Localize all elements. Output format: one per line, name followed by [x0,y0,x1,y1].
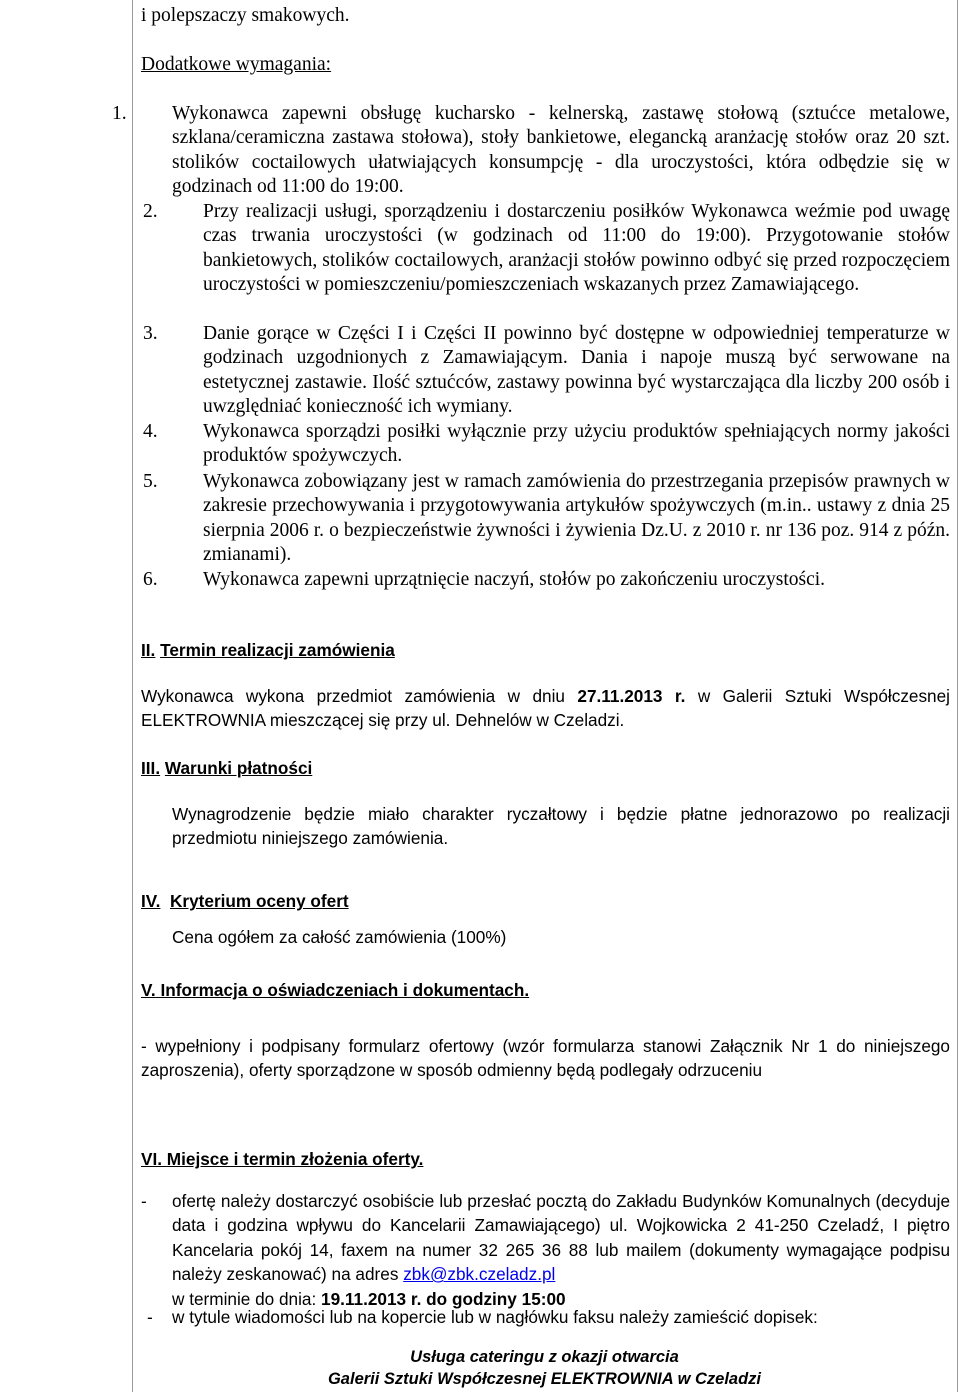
section-2-text: Wykonawca wykona przedmiot zamówienia w dniu 27.11.2013 r. w Galerii Sztuki Współczesnej ELEKTROWNIA mieszczącej się przy ul. Dehnelów w Czeladzi. [141,686,950,731]
requirement-item-3: 3. Danie gorące w Części I i Części II powinno być dostępne w odpowiedniej temperaturze w godzinach uzgodnionych z Zamawiającym. Dania i napoje muszą być serwowane na estetycznej zastawie. Ilość sztućców, zastawy powinna być wystarczająca dla liczby 200 osób i uwzględniać konieczność ich wymiany. [143,323,950,418]
required-note-line-2: Galerii Sztuki Współczesnej ELEKTROWNIA w Czeladzi [327,1370,762,1388]
section-3-text: Wynagrodzenie będzie miało charakter ryczałtowy i będzie płatne jednorazowo po realizacji przedmiotu niniejszego zamówienia. [172,804,950,849]
section-4-heading: IV. Kryterium oceny ofert [141,891,349,911]
bullet-dash-1: - [141,1191,147,1211]
requirement-item-6: 6. Wykonawca zapewni uprzątnięcie naczyń, stołów po zakończeniu uroczystości. [143,569,826,590]
right-margin-line [957,0,958,1392]
section-5-heading: V. Informacja o oświadczeniach i dokumentach. [141,980,530,1000]
requirement-item-2: 2. Przy realizacji usługi, sporządzeniu i dostarczeniu posiłków Wykonawca weźmie pod uwagę czas trwania uroczystości (w godzinach od 11:00 do 19:00). Przygotowanie stołów bankietowych, stolików coctailowych, aranżacji stołów powinno odbyć się przed rozpoczęciem uroczystości w pomieszczeniu/pomieszczeniach wskazanych przez Zamawiającego. [143,201,950,296]
required-note-line-1: Usługa cateringu z okazji otwarcia [410,1348,679,1366]
additional-requirements-heading: Dodatkowe wymagania: [141,54,332,75]
section-6-heading: VI. Miejsce i termin złożenia oferty. [141,1149,424,1169]
offer-deadline: 19.11.2013 r. do godziny 15:00 [321,1288,566,1309]
intro-line: i polepszaczy smakowych. [141,5,350,26]
requirement-item-5: 5. Wykonawca zobowiązany jest w ramach zamówienia do przestrzegania przepisów prawnych w zakresie przechowywania i przygotowywania artykułów spożywczych (m.in.. ustawy z dnia 25 sierpnia 2006 r. o bezpieczeństwie żywności i żywienia Dz.U. z 2010 r. nr 136 poz. 914 z późn. zmianami). [143,471,950,566]
requirement-item-4: 4. Wykonawca sporządzi posiłki wyłącznie przy użyciu produktów spełniających normy jakości produktów spożywczych. [143,421,950,467]
section-2-heading: II. Termin realizacji zamówienia [141,640,395,660]
section-3-heading: III. Warunki płatności [141,758,313,778]
email-link[interactable]: zbk@zbk.czeladz.pl [403,1264,556,1285]
section-5-text: - wypełniony i podpisany formularz ofertowy (wzór formularza stanowi Załącznik Nr 1 do niniejszego zaproszenia), oferty sporządzone w sposób odmienny będą podlegały odrzuceniu [141,1036,950,1081]
section-6-note-instruction: w tytule wiadomości lub na kopercie lub w nagłówku faksu należy zamieścić dopisek: [172,1307,818,1327]
bullet-dash-2: - [147,1307,153,1327]
requirement-item-1: 1. Wykonawca zapewni obsługę kucharsko - kelnerską, zastawę stołową (sztućce metalowe, szklana/ceramiczna zastawa stołowa), stoły bankietowe, elegancką aranżację stołów oraz 20 szt. stolików coctailowych ułatwiających konsumpcję - dla uroczystości, która odbędzie się w godzinach od 11:00 do 19:00. [112,103,950,198]
delivery-date: 27.11.2013 r. [577,686,686,706]
left-margin-line [132,0,133,1392]
section-6-delivery-text: ofertę należy dostarczyć osobiście lub przesłać pocztą do Zakładu Budynków Komunalnych (decyduje data i godzina wpływu do Kancelarii Zamawiającego) ul. Wojkowicka 2 41-250 Czeladź, I piętro Kancelaria pokój 14, faxem na numer 32 265 36 88 lub mailem (dokumenty wymagające podpisu należy zeskanować) na adres zbk@zbk.czeladz.pl w terminie do dnia: 19.11.2013 r. do godziny 15:00 [172,1191,950,1309]
section-4-text: Cena ogółem za całość zamówienia (100%) [172,927,507,947]
